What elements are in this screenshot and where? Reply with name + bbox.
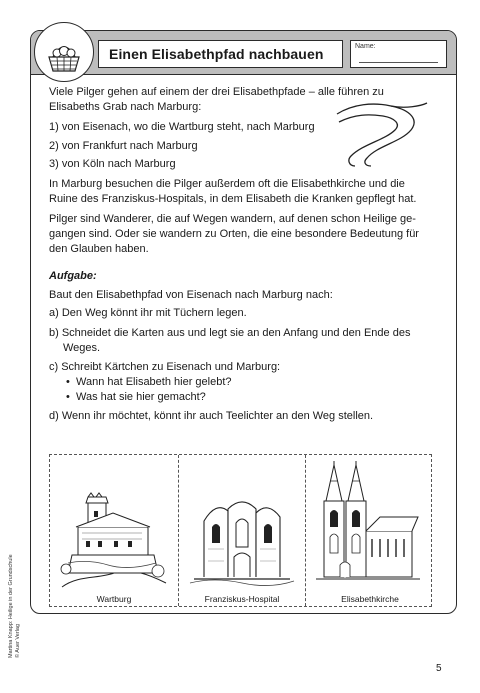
task-intro: Baut den Elisabethpfad von Eisenach nach Marburg nach: [49, 289, 333, 301]
task-b-line-1: b) Schneidet die Karten aus und legt sie an den Anfang und den Ende des [49, 327, 411, 339]
name-label: Name: [355, 43, 376, 50]
paragraph1-line-1: In Marburg besuchen die Pilger außerdem oft die Elisabethkirche und die [49, 178, 405, 190]
paragraph2-line-2: gangen sind. Oder sie wandern zu Orten, die eine besondere Bedeutung für [49, 228, 419, 240]
card-label-church: Elisabethkirche [341, 594, 399, 604]
page-number: 5 [436, 663, 442, 674]
copyright-credit [2, 540, 24, 660]
card-label-hospital: Franziskus-Hospital [204, 594, 280, 604]
credit-line-2: © Auer Verlag [15, 623, 21, 658]
task-c-bullet-1: • Wann hat Elisabeth hier gelebt? [66, 376, 232, 388]
route-2: 2) von Frankfurt nach Marburg [49, 140, 198, 152]
cut-out-cards [49, 454, 432, 607]
task-b-line-2: Weges. [63, 342, 101, 354]
task-c-bullet-2: • Was hat sie hier gemacht? [66, 391, 206, 403]
wartburg-castle-icon [58, 483, 170, 591]
intro-line-2: Elisabeths Grab nach Marburg: [49, 101, 202, 113]
hospital-ruin-icon [184, 487, 300, 591]
credit-line-1: Martina Knapp: Heilige in der Grundschule [8, 554, 14, 658]
page-title: Einen Elisabethpfad nachbauen [98, 40, 343, 68]
task-a: a) Den Weg könnt ihr mit Tüchern legen. [49, 307, 247, 319]
task-heading: Aufgabe: [49, 270, 97, 282]
basket-logo-icon [34, 22, 94, 82]
winding-path-icon [333, 100, 433, 170]
church-icon [310, 461, 426, 591]
bullet-icon: • [66, 391, 70, 403]
task-c: c) Schreibt Kärtchen zu Eisenach und Marburg: [49, 361, 281, 373]
card-divider [305, 455, 306, 606]
card-label-wartburg: Wartburg [96, 594, 132, 604]
name-field[interactable] [350, 40, 447, 68]
paragraph2-line-3: den Glauben haben. [49, 243, 149, 255]
name-line [359, 62, 438, 63]
task-d: d) Wenn ihr möchtet, könnt ihr auch Teelichter an den Weg stellen. [49, 410, 374, 422]
card-divider [178, 455, 179, 606]
paragraph1-line-2: Ruine des Franziskus-Hospitals, in dem Elisabeth die Kranken gepflegt hat. [49, 193, 417, 205]
intro-line-1: Viele Pilger gehen auf einem der drei Elisabethpfade – alle führen zu [49, 86, 384, 98]
bullet-icon: • [66, 376, 70, 388]
paragraph2-line-1: Pilger sind Wanderer, die auf Wegen wandern, auf denen schon Heilige ge- [49, 213, 416, 225]
route-1: 1) von Eisenach, wo die Wartburg steht, nach Marburg [49, 121, 315, 133]
route-3: 3) von Köln nach Marburg [49, 158, 176, 170]
